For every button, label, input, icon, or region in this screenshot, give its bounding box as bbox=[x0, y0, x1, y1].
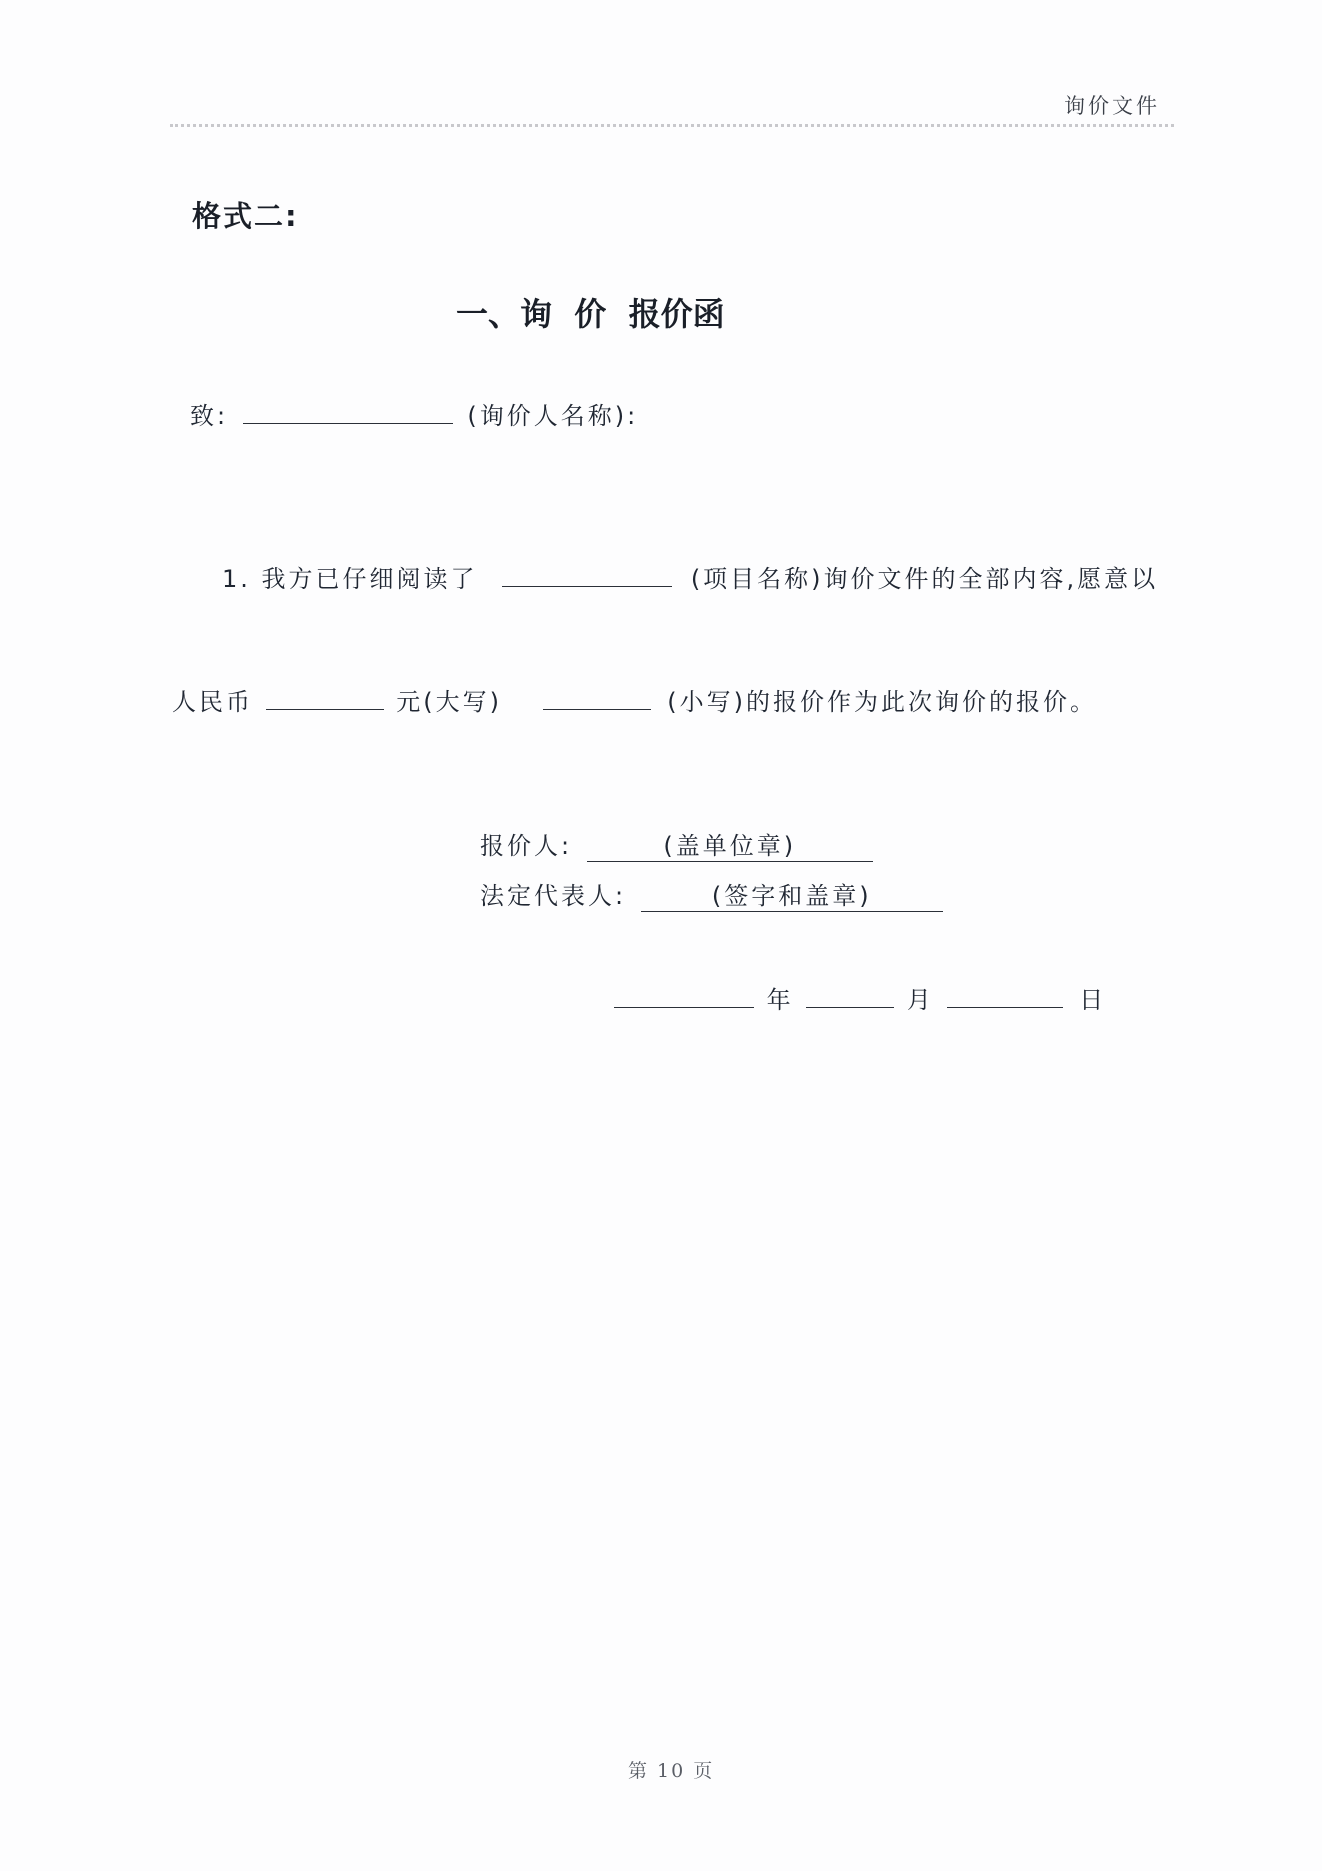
date-line bbox=[614, 980, 1106, 1015]
format-label: 格式二: bbox=[192, 199, 299, 233]
year-label: 年 bbox=[766, 986, 794, 1014]
clause1-line2-suffix: (小写)的报价作为此次询价的报价。 bbox=[667, 688, 1098, 716]
header-doc-type: 询价文件 bbox=[1064, 94, 1160, 118]
legal-rep-sign-field bbox=[641, 876, 943, 912]
addressee-blank bbox=[243, 422, 453, 424]
clause1-line2-middle: 元(大写) bbox=[396, 688, 503, 716]
bidder-line bbox=[480, 826, 873, 862]
page-title: 一、询 价 报价函 bbox=[456, 295, 725, 333]
year-blank bbox=[614, 1006, 754, 1008]
clause1-line2 bbox=[172, 682, 1097, 717]
addressee-line bbox=[190, 396, 638, 431]
month-label: 月 bbox=[906, 986, 934, 1014]
day-label: 日 bbox=[1079, 986, 1107, 1014]
clause1-line2-prefix: 人民币 bbox=[172, 688, 253, 716]
legal-rep-label: 法定代表人: bbox=[480, 882, 627, 910]
legal-rep-line bbox=[480, 876, 943, 912]
amount-figures-blank bbox=[543, 708, 651, 710]
addressee-suffix: (询价人名称): bbox=[467, 402, 639, 430]
page-number: 第 10 页 bbox=[628, 1760, 715, 1782]
clause1-line1-suffix: (项目名称)询价文件的全部内容,愿意以 bbox=[690, 565, 1159, 593]
bidder-label: 报价人: bbox=[480, 832, 573, 860]
header-divider bbox=[170, 124, 1174, 127]
bidder-seal-field bbox=[587, 826, 873, 862]
month-blank bbox=[806, 1006, 894, 1008]
amount-words-blank bbox=[266, 708, 384, 710]
clause1-line1 bbox=[222, 559, 1158, 594]
bidder-seal-text: (盖单位章) bbox=[663, 832, 797, 860]
project-name-blank bbox=[502, 585, 672, 587]
day-blank bbox=[947, 1006, 1063, 1008]
addressee-prefix: 致: bbox=[190, 402, 229, 430]
clause1-line1-prefix: 1. 我方已仔细阅读了 bbox=[222, 565, 478, 593]
legal-rep-sign-text: (签字和盖章) bbox=[711, 882, 872, 910]
